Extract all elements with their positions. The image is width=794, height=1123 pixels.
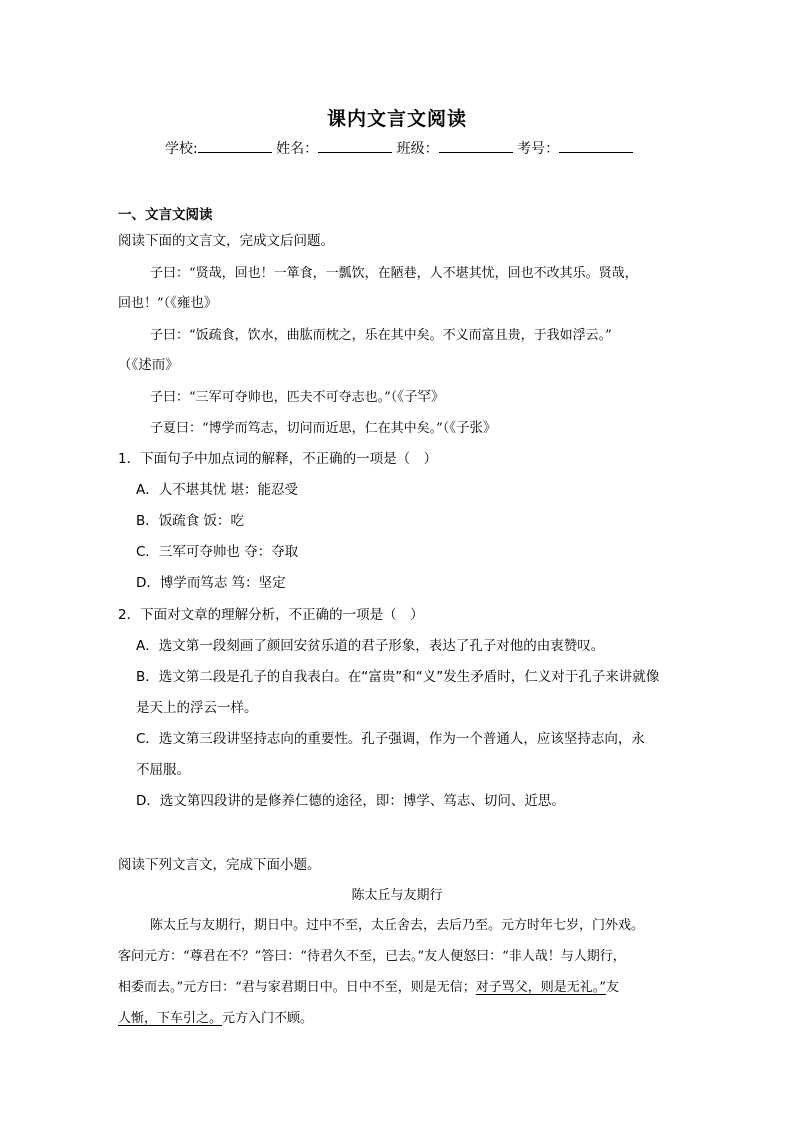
class-blank[interactable] xyxy=(439,139,513,153)
source-label: 《子张》 xyxy=(449,420,497,436)
passage-paragraph-3 xyxy=(150,385,445,405)
question-2-option-c-line-2[interactable]: 不屈服。 xyxy=(136,762,190,778)
passage-2-line-3 xyxy=(118,976,619,995)
source-label: 《子罕》 xyxy=(397,389,445,405)
passage-text: 回也！”（ xyxy=(118,296,171,311)
number-blank[interactable] xyxy=(559,139,633,153)
passage-paragraph-1-line-2 xyxy=(118,291,217,311)
question-1-option-b[interactable]: B．饭疏食 饭：吃 xyxy=(136,513,245,529)
passage-paragraph-2-line-1: 子曰：“饭疏食，饮水，曲肱而枕之，乐在其中矣。不义而富且贵，于我如浮云。” xyxy=(150,328,612,343)
section-heading: 一、文言文阅读 xyxy=(118,207,213,223)
school-blank[interactable] xyxy=(198,139,272,153)
question-1-option-c[interactable]: C．三军可夺帅也 夺：夺取 xyxy=(136,544,299,560)
underlined-sentence: 人惭，下车引之。 xyxy=(118,1011,223,1026)
name-label: 姓名： xyxy=(276,141,319,157)
question-1-stem: 1．下面句子中加点词的解释，不正确的一项是（ ） xyxy=(118,451,438,467)
class-label: 班级： xyxy=(396,141,439,157)
underlined-sentence: 对子骂父，则是无礼。” xyxy=(475,980,606,995)
question-1-option-d[interactable]: D．博学而笃志 笃：坚定 xyxy=(136,575,286,591)
number-label: 考号： xyxy=(517,141,560,157)
source-label: 《雍也》 xyxy=(170,295,218,311)
question-1-option-a[interactable]: A．人不堪其忧 堪：能忍受 xyxy=(136,482,299,498)
passage-text: 相委而去。”元方曰：“君与家君期日中。日中不至，则是无信； xyxy=(118,980,476,995)
student-info-row xyxy=(165,138,633,158)
question-2-option-b-line-1[interactable]: B．选文第二段是孔子的自我表白。在“富贵”和“义”发生矛盾时，仁义对于孔子来讲就像 xyxy=(136,669,660,685)
name-blank[interactable] xyxy=(318,139,392,153)
passage-text: 元方入门不顾。 xyxy=(222,1011,314,1026)
question-2-option-b-line-2[interactable]: 是天上的浮云一样。 xyxy=(136,700,258,716)
question-2-option-d[interactable]: D．选文第四段讲的是修养仁德的途径，即：博学、笃志、切问、近思。 xyxy=(136,793,565,809)
passage-2-title: 陈太丘与友期行 xyxy=(351,888,443,903)
page-title: 课内文言文阅读 xyxy=(326,108,467,130)
passage-text: 子曰：“三军可夺帅也，匹夫不可夺志也。”（ xyxy=(150,390,398,405)
passage-text: 友 xyxy=(605,980,619,995)
passage-2-line-1: 陈太丘与友期行，期日中。过中不至，太丘舍去，去后乃至。元方时年七岁，门外戏。 xyxy=(150,918,645,933)
question-2-option-c-line-1[interactable]: C．选文第三段讲坚持志向的重要性。孔子强调，作为一个普通人，应该坚持志向，永 xyxy=(136,731,645,747)
section-instruction: 阅读下面的文言文，完成文后问题。 xyxy=(118,233,334,249)
passage-paragraph-4 xyxy=(150,416,497,436)
question-2-stem: 2．下面对文章的理解分析，不正确的一项是（ ） xyxy=(118,607,424,623)
question-2-option-a[interactable]: A．选文第一段刻画了颜回安贫乐道的君子形象，表达了孔子对他的由衷赞叹。 xyxy=(136,638,605,654)
section-2-instruction: 阅读下列文言文，完成下面小题。 xyxy=(118,857,321,873)
school-label: 学校: xyxy=(165,141,198,157)
passage-text: 子夏曰：“博学而笃志，切问而近思，仁在其中矣。”（ xyxy=(150,421,450,436)
passage-paragraph-2-line-2: （《述而》 xyxy=(118,357,179,373)
passage-2-line-4 xyxy=(118,1007,313,1026)
passage-2-line-2: 客问元方：“尊君在不？”答曰：“待君久不至，已去。”友人便怒曰：“非人哉！与人期行， xyxy=(118,949,626,964)
passage-paragraph-1-line-1: 子曰：“贤哉，回也！一箪食，一瓢饮，在陋巷，人不堪其忧，回也不改其乐。贤哉， xyxy=(150,266,638,281)
